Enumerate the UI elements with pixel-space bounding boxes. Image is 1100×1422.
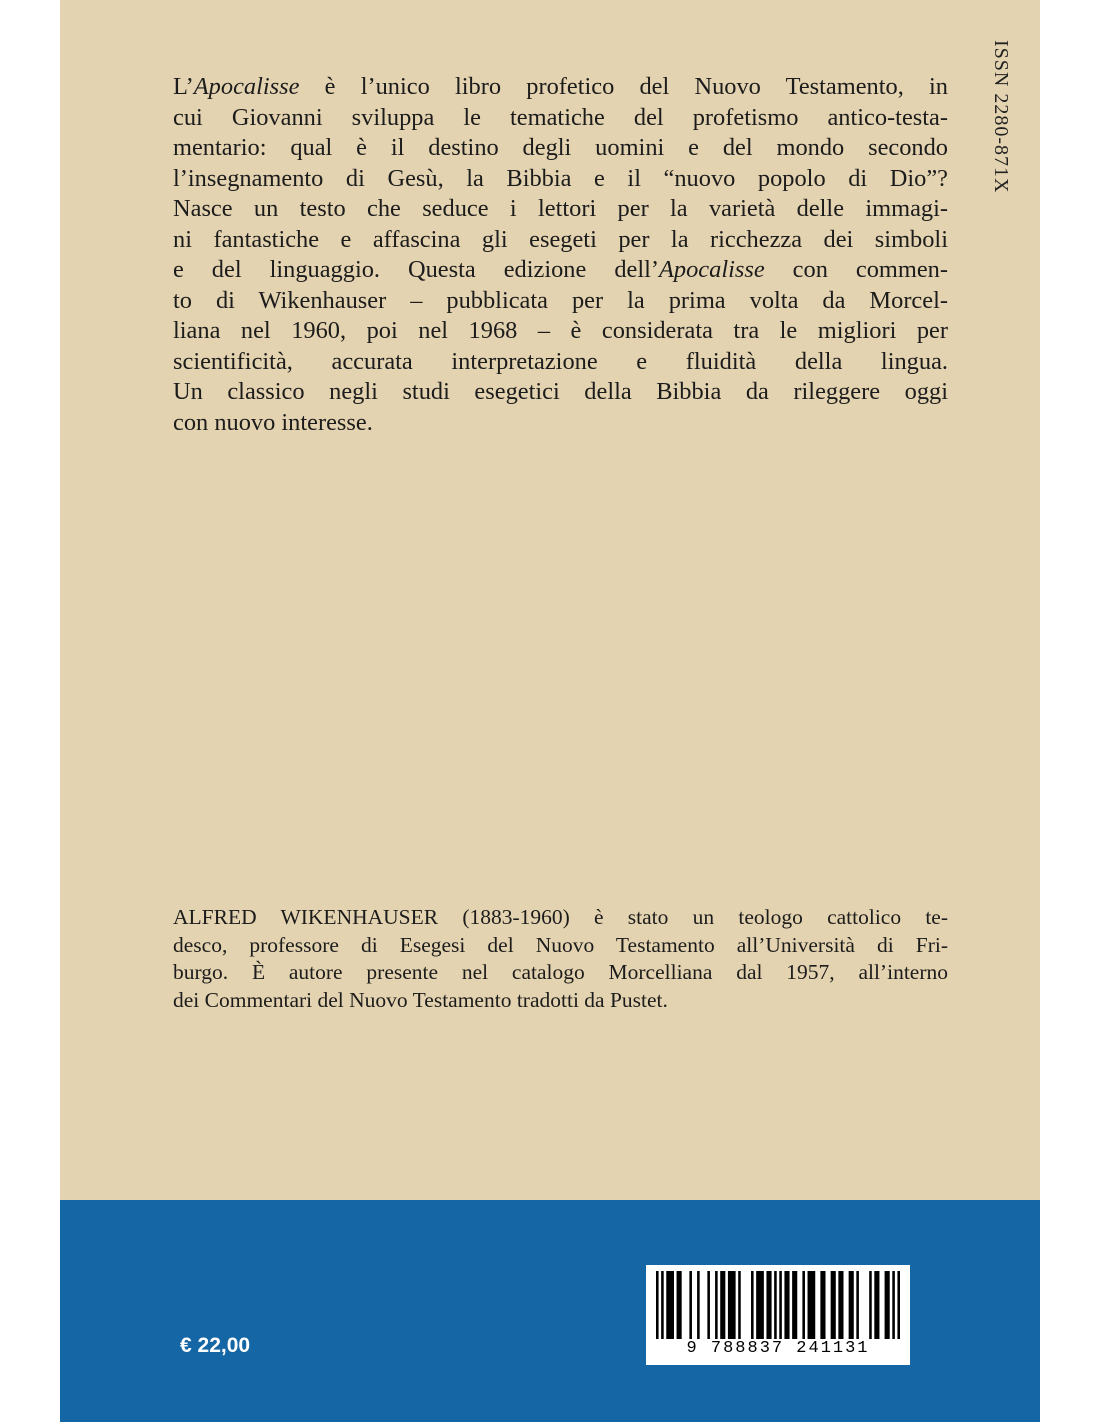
barcode-bar [677,1271,682,1339]
barcode [646,1265,910,1365]
blurb-line [173,225,948,256]
barcode-bar [897,1271,900,1339]
barcode-bar [792,1271,797,1339]
blurb-text-run: mentario: qual è il destino degli uomini e del mondo secondo [173,134,948,161]
blurb-line [173,103,948,134]
blurb-text-run: ni fantastiche e affascina gli esegeti per la ricchezza dei simboli [173,225,948,253]
barcode-bar [874,1271,879,1339]
book-title-italic: Apocalisse [659,256,765,283]
barcode-bar [849,1271,854,1339]
barcode-bar [808,1271,816,1339]
barcode-bar [820,1271,825,1339]
barcode-bar [707,1271,710,1339]
blurb-line [173,72,948,103]
blurb-line [173,408,948,439]
barcode-bar [774,1271,777,1339]
barcode-bar [738,1271,741,1339]
barcode-bar [885,1271,890,1339]
price-label: € 22,00 [180,1334,251,1357]
bio-line: ALFRED WIKENHAUSER (1883-1960) è stato un teologo cattolico te- [173,905,948,929]
barcode-bar [779,1271,782,1339]
barcode-bar [838,1271,843,1339]
blurb-text-run: to di Wikenhauser – pubblicata per la prima volta da Morcel- [173,286,948,314]
barcode-bar [766,1271,771,1339]
blurb-line [173,286,948,317]
barcode-bar [661,1271,664,1339]
blurb-line [173,316,948,347]
barcode-bar [756,1271,764,1339]
barcode-bar [715,1271,718,1339]
bio-line: dei Commentari del Nuovo Testamento tradotti da Pustet. [173,987,668,1012]
blurb-text-run: Un classico negli studi esegetici della Bibbia da rileggere oggi [173,378,948,405]
barcode-bar [802,1271,805,1339]
blurb-line [173,255,948,286]
barcode-bar [697,1271,700,1339]
blurb-text-run: scientificità, accurata interpretazione e fluidità della lingua. [173,347,948,375]
barcode-number: 9 788837 241131 [686,1339,870,1358]
blurb-line [173,194,948,225]
author-bio [173,904,948,1014]
barcode-bar [728,1271,736,1339]
blurb-text-run: con nuovo interesse. [173,408,373,436]
blurb-text-run: Nasce un testo che seduce i lettori per la varietà delle immagi- [173,195,948,222]
blurb-line [173,164,948,195]
blurb-text-run: è l’unico libro profetico del Nuovo Testamento, in [299,73,948,100]
back-cover [60,0,1040,1422]
barcode-bar [856,1271,859,1339]
barcode-bar [831,1271,836,1339]
barcode-bar [720,1271,725,1339]
blurb-line [173,377,948,408]
blurb-text-run: L’ [173,73,194,100]
blurb-text [173,72,948,438]
bio-line: burgo. È autore presente nel catalogo Morcelliana dal 1957, all’interno [173,960,948,984]
barcode-bar [892,1271,895,1339]
barcode-bar [666,1271,674,1339]
barcode-bars [656,1271,900,1339]
barcode-bar [751,1271,754,1339]
barcode-bar [869,1271,872,1339]
issn-spine-label: ISSN 2280-871X [990,40,1012,194]
blurb-text-run: con commen- [764,256,948,283]
barcode-bar [784,1271,789,1339]
blurb-text-run: liana nel 1960, poi nel 1968 – è considerata tra le migliori per [173,317,948,344]
book-title-italic: Apocalisse [193,73,300,100]
barcode-bar [656,1271,659,1339]
bio-line: desco, professore di Esegesi del Nuovo Testamento all’Università di Fri- [173,932,948,957]
blurb-line [173,347,948,378]
blurb-text-run: l’insegnamento di Gesù, la Bibbia e il “nuovo popolo di Dio”? [173,164,948,192]
blurb-text-run: cui Giovanni sviluppa le tematiche del profetismo antico-testa- [173,103,948,131]
blurb-text-run: e del linguaggio. Questa edizione dell’ [173,256,660,283]
blurb-line [173,133,948,164]
barcode-bar [689,1271,692,1339]
